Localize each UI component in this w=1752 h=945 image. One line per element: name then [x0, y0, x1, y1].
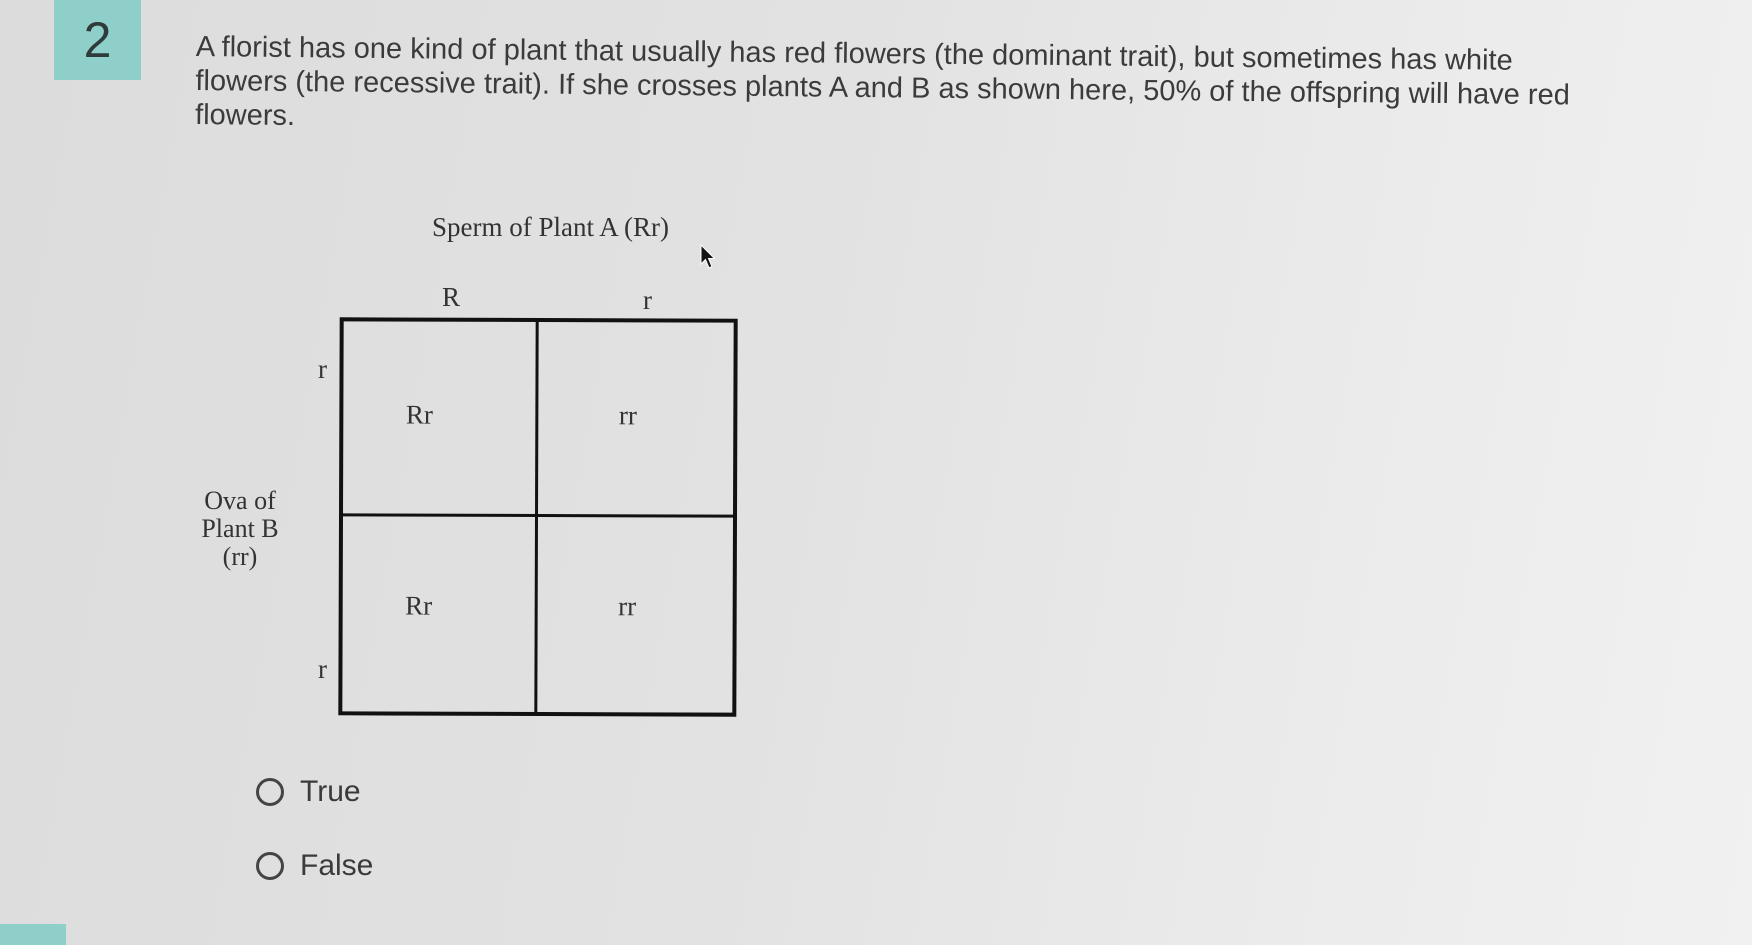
genotype-label: Rr [405, 590, 433, 621]
punnett-cell [538, 322, 734, 518]
option-false-label[interactable]: False [300, 849, 374, 882]
radio-empty-icon[interactable] [256, 852, 284, 880]
option-false[interactable] [256, 846, 373, 886]
answer-options [256, 772, 373, 920]
left-allele-1: r [318, 354, 327, 384]
punnett-cell [343, 321, 539, 517]
question-text: A florist has one kind of plant that usually has red flowers (the dominant trait), but sometimes has white flowers (the recessive trait). If she crosses plants A and B as shown here, 50% of the offspring will have red flowers. [194, 30, 1570, 133]
ova-label-line-3: (rr) [222, 542, 258, 571]
punnett-cell [537, 517, 733, 713]
radio-empty-icon[interactable] [256, 778, 284, 806]
top-allele-1: R [442, 282, 461, 312]
ova-label [190, 487, 290, 571]
option-true[interactable] [256, 772, 373, 812]
ova-label-line-1: Ova of [204, 486, 276, 515]
ova-label-line-2: Plant B [201, 514, 279, 543]
genotype-label: rr [618, 591, 637, 622]
sperm-title: Sperm of Plant A (Rr) [432, 212, 669, 242]
punnett-grid [338, 317, 737, 716]
genotype-label: Rr [405, 399, 433, 430]
question-number-badge: 2 [54, 0, 141, 80]
punnett-cell [342, 516, 538, 712]
left-allele-2: r [318, 654, 327, 684]
top-allele-2: r [643, 285, 652, 315]
genotype-label: rr [618, 400, 637, 431]
next-question-tab[interactable] [0, 924, 66, 945]
mouse-pointer-icon [700, 244, 716, 270]
option-true-label[interactable]: True [300, 775, 361, 808]
